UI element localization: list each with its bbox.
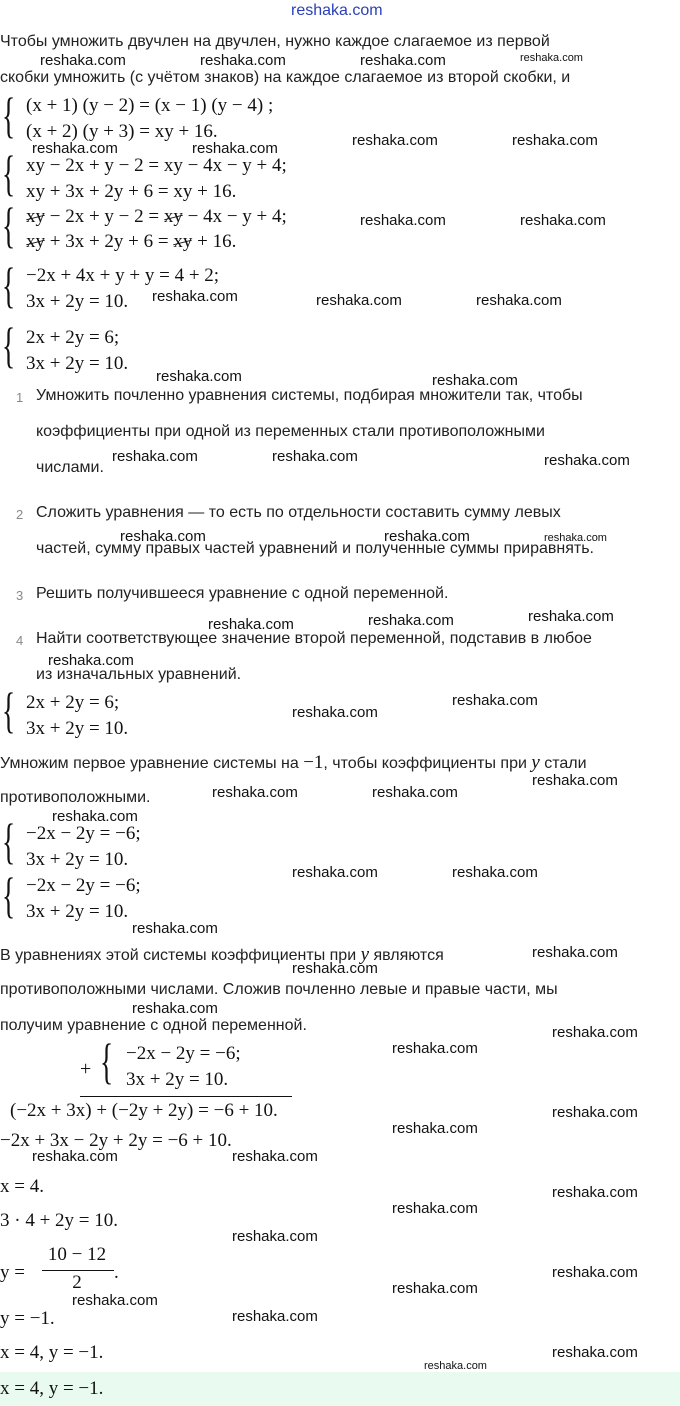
watermark: reshaka.com (552, 1104, 638, 1121)
watermark: reshaka.com (532, 944, 618, 961)
watermark: reshaka.com (360, 212, 446, 229)
watermark: reshaka.com (392, 1280, 478, 1297)
system-6-eq-1: 2x + 2y = 6; (26, 692, 120, 713)
watermark: reshaka.com (392, 1120, 478, 1137)
sum-eq-1: −2x − 2y = −6; (126, 1043, 241, 1064)
opposite-line-1: В уравнениях этой системы коэффициенты при y являются (0, 944, 444, 965)
watermark: reshaka.com (48, 652, 134, 669)
system-7-eq-1: −2x − 2y = −6; (26, 823, 141, 844)
watermark: reshaka.com (52, 808, 138, 825)
derivation-2: −2x + 3x − 2y + 2y = −6 + 10. (0, 1130, 232, 1151)
watermark: reshaka.com (432, 372, 518, 389)
step-4-line-2: из изначальных уравнений. (36, 666, 242, 683)
system-brace: { (2, 87, 16, 143)
watermark: reshaka.com (200, 52, 286, 69)
multiply-line-2: противоположными. (0, 789, 151, 806)
intro-line-1: Чтобы умножить двучлен на двучлен, нужно каждое слагаемое из первой (0, 33, 550, 50)
cancelled-term: xy (26, 231, 45, 252)
system-5-eq-2: 3x + 2y = 10. (26, 353, 129, 374)
watermark: reshaka.com (372, 784, 458, 801)
watermark: reshaka.com (552, 1024, 638, 1041)
site-header[interactable]: reshaka.com (291, 2, 383, 19)
system-2-eq-1: xy − 2x + y − 2 = xy − 4x − y + 4; (26, 155, 287, 176)
derivation-4: 3 · 4 + 2y = 10. (0, 1210, 119, 1231)
fraction-dot: . (114, 1262, 119, 1283)
step-number: 3 (16, 588, 24, 603)
step-number: 4 (16, 633, 24, 648)
step-1-line-3: числами. (36, 459, 104, 476)
step-number: 2 (16, 507, 24, 522)
watermark: reshaka.com (316, 292, 402, 309)
watermark: reshaka.com (156, 368, 242, 385)
system-6-eq-2: 3x + 2y = 10. (26, 718, 129, 739)
watermark: reshaka.com (552, 1344, 638, 1361)
system-3-eq-1: xy − 2x + y − 2 = xy − 4x − y + 4; (26, 206, 287, 227)
watermark: reshaka.com (392, 1200, 478, 1217)
watermark: reshaka.com (232, 1148, 318, 1165)
watermark: reshaka.com (32, 140, 118, 157)
final-answer: x = 4, y = −1. (0, 1378, 104, 1399)
watermark: reshaka.com (40, 52, 126, 69)
derivation-5-lhs: y = (0, 1262, 25, 1283)
system-brace: { (100, 1033, 114, 1089)
watermark: reshaka.com (212, 784, 298, 801)
fraction-denominator: 2 (72, 1272, 82, 1293)
watermark: reshaka.com (452, 864, 538, 881)
watermark: reshaka.com (120, 528, 206, 545)
watermark: reshaka.com (112, 448, 198, 465)
derivation-6: y = −1. (0, 1308, 55, 1329)
system-brace: { (2, 813, 16, 869)
system-1-eq-1: (x + 1) (y − 2) = (x − 1) (y − 4) ; (26, 95, 274, 116)
step-1-line-1: Умножить почленно уравнения системы, подбирая множители так, чтобы (36, 387, 583, 404)
opposite-line-2: противоположными числами. Сложив почленно левые и правые части, мы (0, 981, 558, 998)
step-2-line-1: Сложить уравнения — то есть по отдельности составить сумму левых (36, 504, 561, 521)
derivation-1: (−2x + 3x) + (−2y + 2y) = −6 + 10. (10, 1100, 278, 1121)
watermark: reshaka.com (132, 920, 218, 937)
watermark: reshaka.com (392, 1040, 478, 1057)
watermark: reshaka.com (424, 1360, 487, 1372)
system-brace: { (2, 197, 16, 253)
watermark: reshaka.com (552, 1184, 638, 1201)
derivation-7: x = 4, y = −1. (0, 1342, 104, 1363)
cancelled-term: xy (173, 231, 193, 252)
step-3-line-1: Решить получившееся уравнение с одной переменной. (36, 585, 449, 602)
watermark: reshaka.com (452, 692, 538, 709)
watermark: reshaka.com (528, 608, 614, 625)
watermark: reshaka.com (232, 1308, 318, 1325)
system-4-eq-1: −2x + 4x + y + y = 4 + 2; (26, 265, 220, 286)
system-brace: { (2, 317, 16, 373)
derivation-3: x = 4. (0, 1176, 44, 1197)
cancelled-term: xy (163, 206, 183, 227)
system-1-eq-2: (x + 2) (y + 3) = xy + 16. (26, 121, 218, 142)
watermark: reshaka.com (192, 140, 278, 157)
system-brace: { (2, 682, 16, 738)
cancelled-term: xy (26, 206, 45, 227)
watermark: reshaka.com (232, 1228, 318, 1245)
watermark: reshaka.com (520, 212, 606, 229)
sum-eq-2: 3x + 2y = 10. (126, 1069, 229, 1090)
watermark: reshaka.com (368, 612, 454, 629)
watermark: reshaka.com (476, 292, 562, 309)
watermark: reshaka.com (72, 1292, 158, 1309)
system-2-eq-2: xy + 3x + 2y + 6 = xy + 16. (26, 181, 237, 202)
watermark: reshaka.com (272, 448, 358, 465)
watermark: reshaka.com (552, 1264, 638, 1281)
system-brace: { (2, 145, 16, 201)
system-4-eq-2: 3x + 2y = 10. (26, 291, 129, 312)
watermark: reshaka.com (152, 288, 238, 305)
watermark: reshaka.com (532, 772, 618, 789)
fraction-numerator: 10 − 12 (47, 1244, 107, 1265)
plus-sign: + (80, 1058, 92, 1080)
step-number: 1 (16, 390, 24, 405)
watermark: reshaka.com (544, 452, 630, 469)
watermark: reshaka.com (512, 132, 598, 149)
step-1-line-2: коэффициенты при одной из переменных стали противоположными (36, 423, 545, 440)
watermark: reshaka.com (360, 52, 446, 69)
step-4-line-1: Найти соответствующее значение второй переменной, подставив в любое (36, 630, 592, 647)
watermark: reshaka.com (132, 1000, 218, 1017)
watermark: reshaka.com (520, 52, 583, 64)
watermark: reshaka.com (384, 528, 470, 545)
multiply-line-1: Умножим первое уравнение системы на −1, чтобы коэффициенты при y стали (0, 752, 587, 773)
step-2-line-2: частей, сумму правых частей уравнений и полученные суммы приравнять. (36, 540, 594, 557)
system-5-eq-1: 2x + 2y = 6; (26, 327, 120, 348)
system-7-eq-2: 3x + 2y = 10. (26, 849, 129, 870)
watermark: reshaka.com (292, 704, 378, 721)
watermark: reshaka.com (352, 132, 438, 149)
watermark: reshaka.com (32, 1148, 118, 1165)
system-8-eq-2: 3x + 2y = 10. (26, 901, 129, 922)
watermark: reshaka.com (292, 864, 378, 881)
watermark: reshaka.com (292, 960, 378, 977)
sum-rule (80, 1096, 292, 1097)
intro-line-2: скобки умножить (с учётом знаков) на каждое слагаемое из второй скобки, и (0, 69, 571, 86)
system-brace: { (2, 257, 16, 313)
system-8-eq-1: −2x − 2y = −6; (26, 875, 141, 896)
watermark: reshaka.com (544, 532, 607, 544)
system-3-eq-2: xy + 3x + 2y + 6 = xy + 16. (26, 231, 237, 252)
opposite-line-3: получим уравнение с одной переменной. (0, 1017, 307, 1034)
system-brace: { (2, 867, 16, 923)
fraction-bar (42, 1270, 114, 1271)
watermark: reshaka.com (208, 616, 294, 633)
